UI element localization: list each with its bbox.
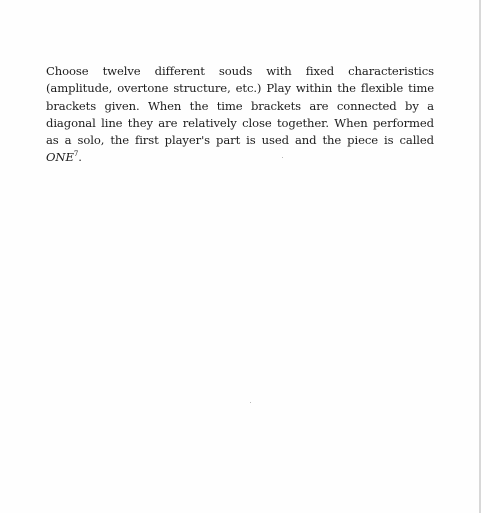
piece-title: ONE: [46, 150, 74, 165]
paper-speck: [250, 402, 251, 403]
footnote-marker: 7: [73, 150, 79, 159]
instructions-text: Choose twelve different souds with fixed characteristics (amplitude, overtone structure, etc.) Play within the flexible time brackets given. When the time brackets are connected by a diagonal line they are relatively close together. When performed as a solo, the first player's part is used and the piece is called: [46, 64, 434, 148]
paper-speck: [282, 157, 283, 158]
performance-instructions: [46, 63, 434, 167]
sentence-end: .: [78, 150, 82, 165]
